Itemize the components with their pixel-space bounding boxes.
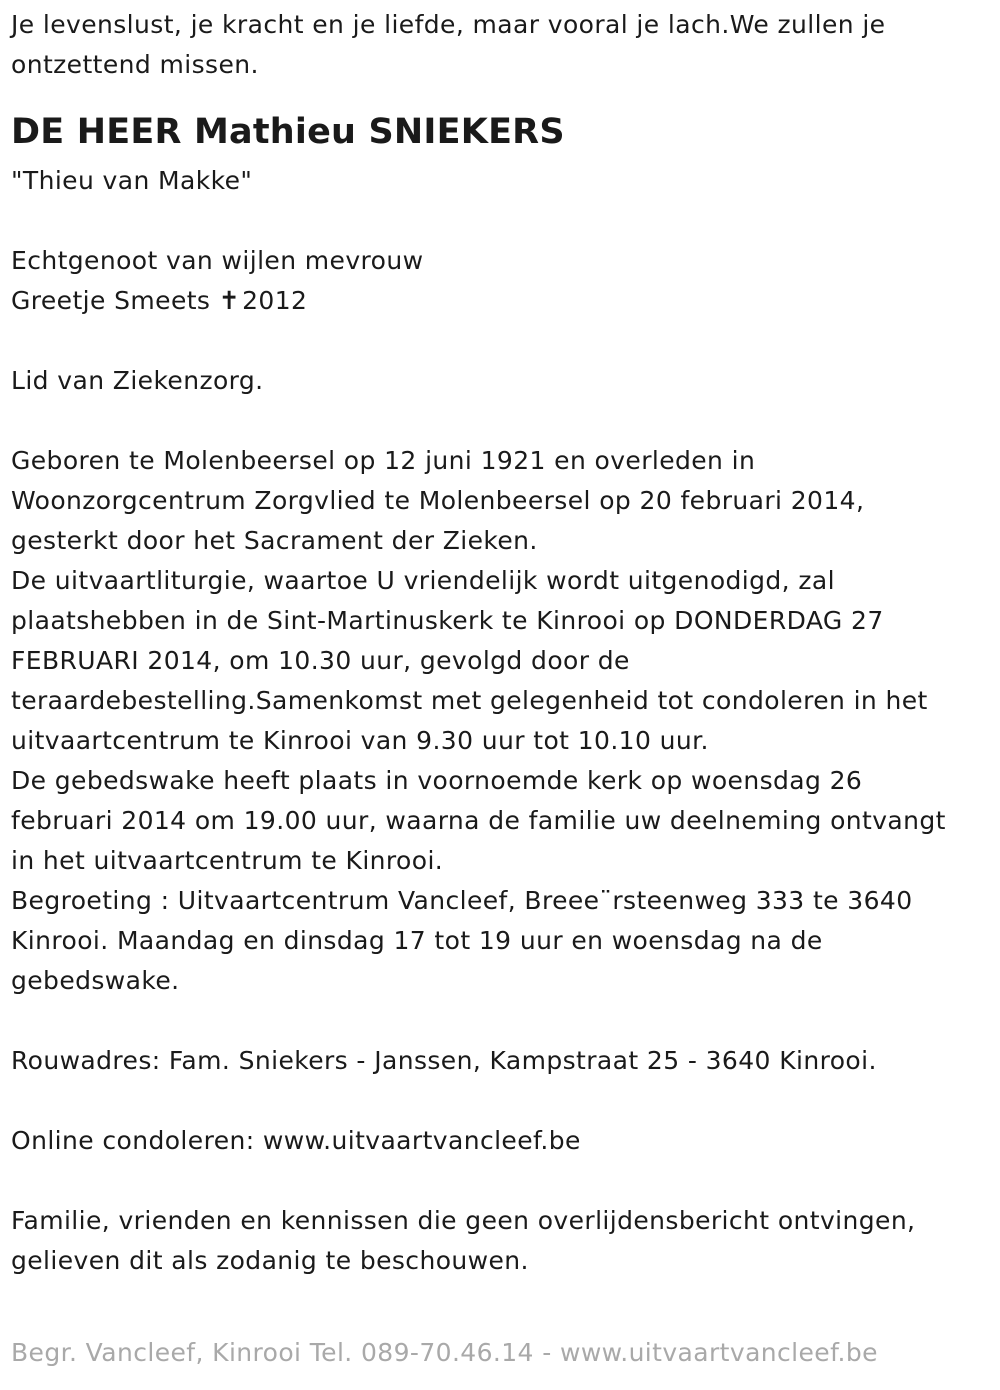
- spouse-name-line: [11, 281, 986, 321]
- details-block: [11, 441, 986, 1001]
- details-line: uitvaartcentrum te Kinrooi van 9.30 uur tot 10.10 uur.: [11, 726, 709, 755]
- details-line: februari 2014 om 19.00 uur, waarna de familie uw deelneming ontvangt: [11, 806, 946, 835]
- details-line: De uitvaartliturgie, waartoe U vriendelijk wordt uitgenodigd, zal: [11, 566, 835, 595]
- online-condolences: Online condoleren: www.uitvaartvancleef.be: [11, 1126, 581, 1155]
- spouse-line: Echtgenoot van wijlen mevrouw: [11, 246, 424, 275]
- details-line: De gebedswake heeft plaats in voornoemde kerk op woensdag 26: [11, 766, 863, 795]
- cross-icon: ✝: [218, 286, 241, 315]
- spacer: [11, 1001, 986, 1041]
- details-line: teraardebestelling.Samenkomst met gelegenheid tot condoleren in het: [11, 686, 928, 715]
- details-line: gebedswake.: [11, 966, 180, 995]
- spouse-death-year: 2012: [242, 286, 308, 315]
- details-line: in het uitvaartcentrum te Kinrooi.: [11, 846, 444, 875]
- membership-text: Lid van Ziekenzorg.: [11, 366, 264, 395]
- notice-line-2: gelieven dit als zodanig te beschouwen.: [11, 1246, 529, 1275]
- spacer: [11, 401, 986, 441]
- details-line: Geboren te Molenbeersel op 12 juni 1921 en overleden in: [11, 446, 756, 475]
- spacer: [11, 1081, 986, 1121]
- intro-line-1: Je levenslust, je kracht en je liefde, maar vooral je lach.We zullen je: [11, 10, 886, 39]
- mourning-address: Rouwadres: Fam. Sniekers - Janssen, Kampstraat 25 - 3640 Kinrooi.: [11, 1046, 877, 1075]
- notice-line-1: Familie, vrienden en kennissen die geen overlijdensbericht ontvingen,: [11, 1206, 916, 1235]
- intro-line-2: ontzettend missen.: [11, 50, 259, 79]
- funeral-home-footer: Begr. Vancleef, Kinrooi Tel. 089-70.46.14 - www.uitvaartvancleef.be: [11, 1338, 878, 1367]
- spacer: [11, 321, 986, 361]
- spacer: [11, 1161, 986, 1201]
- details-line: Kinrooi. Maandag en dinsdag 17 tot 19 uur en woensdag na de: [11, 926, 823, 955]
- deceased-name: DE HEER Mathieu SNIEKERS: [11, 112, 565, 152]
- details-line: FEBRUARI 2014, om 10.30 uur, gevolgd door de: [11, 646, 630, 675]
- spacer: [11, 201, 986, 241]
- details-line: Begroeting : Uitvaartcentrum Vancleef, Breee¨rsteenweg 333 te 3640: [11, 886, 913, 915]
- details-line: Woonzorgcentrum Zorgvlied te Molenbeersel op 20 februari 2014,: [11, 486, 865, 515]
- obituary-notice: [11, 5, 986, 1281]
- deceased-nickname: "Thieu van Makke": [11, 166, 253, 195]
- spouse-name: Greetje Smeets: [11, 286, 211, 315]
- details-line: plaatshebben in de Sint-Martinuskerk te Kinrooi op DONDERDAG 27: [11, 606, 884, 635]
- details-line: gesterkt door het Sacrament der Zieken.: [11, 526, 538, 555]
